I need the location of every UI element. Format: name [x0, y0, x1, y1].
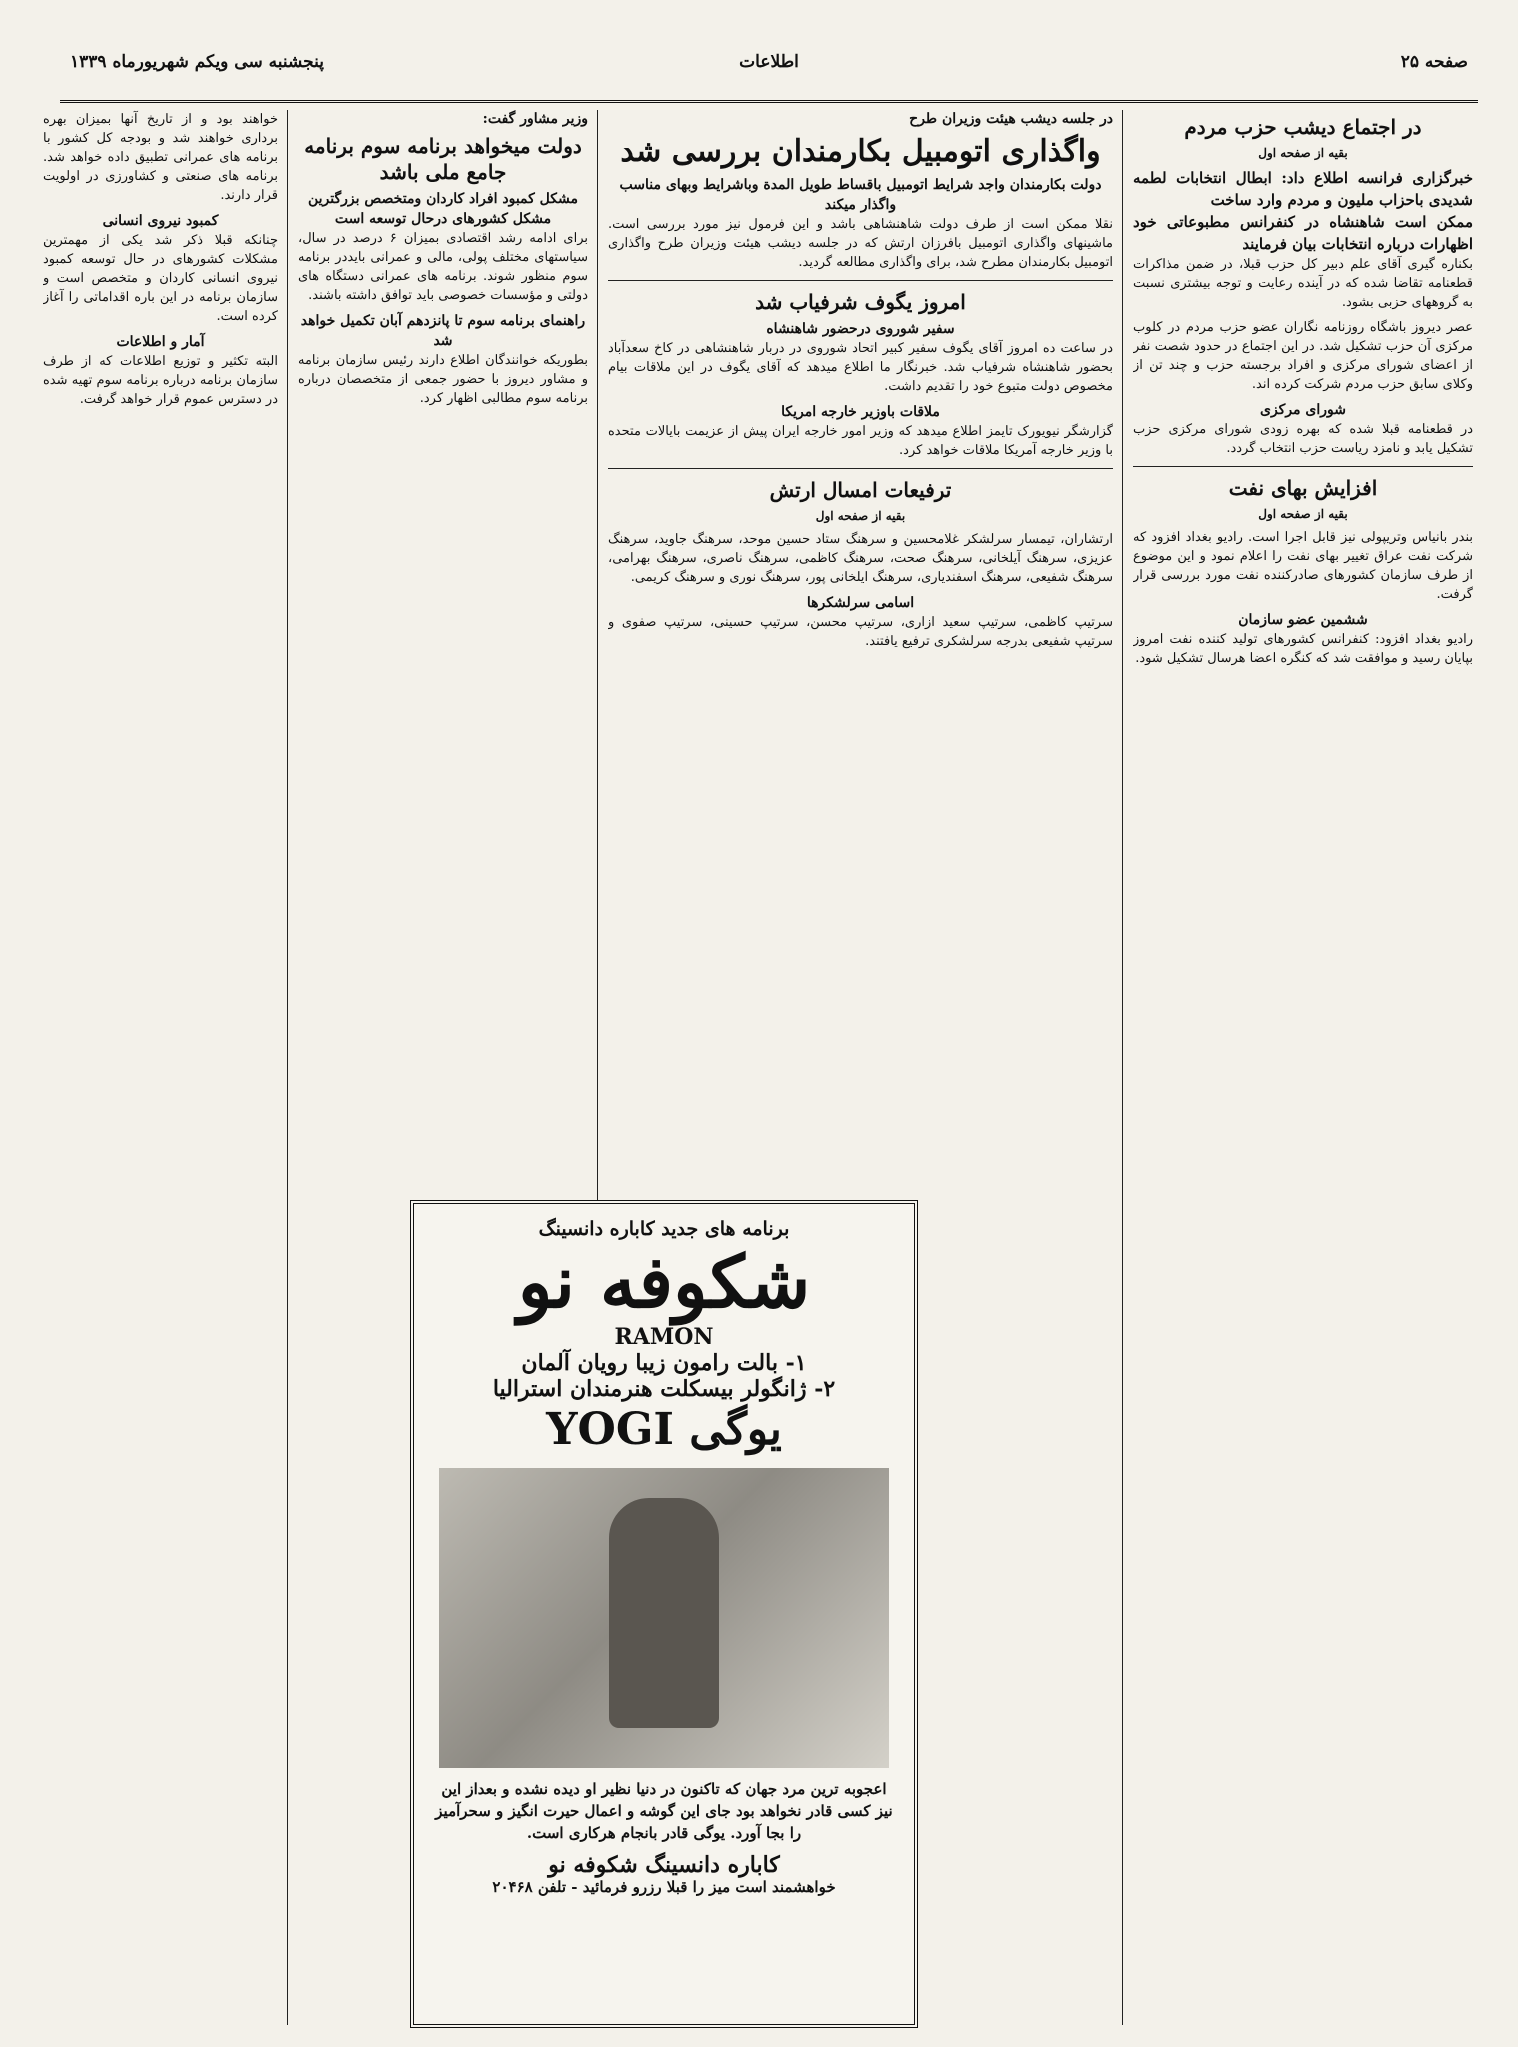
car-body: نقلا ممکن است از طرف دولت شاهنشاهی باشد و این فرمول نیز مورد بررسی است. ماشینهای واگذاری اتومبیل بافرزان ارتش که در جلسه دیشب هیئت وزیران طرح واگذاری اتومبیل بکارمندان مطرح شد، برای واگذاری مطالعه گردید.	[608, 217, 1113, 270]
kicker-minister: وزیر مشاور گفت:	[482, 111, 588, 127]
oil-body: بندر بانیاس وتریپولی نیز قابل اجرا است. رادیو بغداد افزود که شرکت نفت عراق تغییر بهای نفت را اعلام نمود و این موضوع از طرف سازمان کشورهای صادرکننده نفت مورد بررسی قرار گرفت.	[1133, 530, 1473, 602]
section-heading: آمار و اطلاعات	[116, 334, 205, 350]
headline-car-allocation: واگذاری اتومبیل بکارمندان بررسی شد	[620, 134, 1101, 169]
bullet-afp: خبرگزاری فرانسه اطلاع داد: ابطال انتخابات لطمه شدیدی باحزاب ملیون و مردم وارد ساخت	[1133, 169, 1473, 209]
col4-body: خواهند بود و از تاریخ آنها بمیزان بهره برداری خواهند شد و بودجه کل کشور با برنامه های عمرانی تطبیق داده خواهد شد. برنامه های صنعتی و کشاورزی در اولویت قرار دارند.	[43, 112, 278, 203]
ad-description: اعجوبه ترین مرد جهان که تاکنون در دنیا نظیر او دیده نشده و بعداز این نیز کسی قادر نخواهد بود جای این گوشه و اعمال حیرت انگیز و سحرآمیز را بجا آورد. یوگی قادر بانجام هرکاری است.	[435, 1780, 893, 1842]
divider	[1133, 466, 1473, 467]
ad-act-1: ۱- بالت رامون زیبا رویان آلمان	[521, 1350, 807, 1376]
headline-ambassador: امروز یگوف شرفیاب شد	[755, 290, 966, 314]
deck-car-allocation: دولت بکارمندان واجد شرایط اتومبیل باقساط طویل المدة وباشرایط وبهای مناسب واگذار میکند	[619, 177, 1102, 213]
army-body: ارتشاران، تیمسار سرلشکر غلامحسین و سرهنگ ستاد حسین موحد، سرهنگ جاوید، سرهنگ عزیزی، سرهنگ آیلخانی، سرهنگ صحت، سرهنگ کاظمی، سرهنگ ناصری، سرهنگ بهرامی، سرهنگ شفیعی، سرهنگ اسفندیاری، سرهنگ ایلخانی پور، سرهنگ نوری و سرهنگ کریمی.	[608, 532, 1113, 585]
bullet-press-conference: ممکن است شاهنشاه در کنفرانس مطبوعاتی خود اظهارات درباره انتخابات بیان فرمایند	[1133, 213, 1473, 253]
oil-section-body: رادیو بغداد افزود: کنفرانس کشورهای تولید کننده نفت امروز بپایان رسید و موافقت شد که کنگره اعضا هرسال تشکیل شود.	[1133, 632, 1473, 666]
deck-third-plan: مشکل کمبود افراد کاردان ومتخصص بزرگترین مشکل کشورهای درحال توسعه است	[307, 191, 579, 227]
ad-yogi: یوگی YOGI	[546, 1404, 782, 1455]
headline-third-plan: دولت میخواهد برنامه سوم برنامه جامع ملی باشد	[304, 134, 582, 184]
col4-section2-body: البته تکثیر و توزیع اطلاعات که از طرف سازمان برنامه درباره برنامه سوم تهیه شده در دسترس عموم قرار خواهد گرفت.	[43, 354, 278, 407]
ad-act-2: ۲- ژانگولر بیسکلت هنرمندان استرالیا	[492, 1376, 836, 1402]
ad-phone: خواهشمند است میز را قبلا رزرو فرمائید - تلفن ۲۰۴۶۸	[492, 1878, 836, 1896]
kicker-cabinet: در جلسه دیشب هیئت وزیران طرح	[909, 111, 1113, 127]
col4-section-body: چنانکه قبلا ذکر شد یکی از مهمترین مشکلات کشورهای در حال توسعه کمبود نیروی انسانی کاردان و متخصص است و سازمان برنامه در این باره اقداماتی را آغاز کرده است.	[43, 233, 278, 324]
column-rule	[287, 110, 288, 2025]
page-number: صفحه ۲۵	[1400, 52, 1468, 72]
performer-figure	[609, 1498, 719, 1728]
cabaret-advertisement	[410, 1200, 918, 2028]
headline-party-meeting: در اجتماع دیشب حزب مردم	[1184, 115, 1422, 139]
army-section-body: سرتیپ کاظمی، سرتیپ سعید ازاری، سرتیپ محسن، سرتیپ حسینی، سرتیپ صفوی و سرتیپ شفیعی بدرجه سرلشکری ترفیع یافتند.	[608, 615, 1113, 649]
section-heading: شورای مرکزی	[1259, 402, 1347, 418]
ad-ramon: RAMON	[614, 1324, 714, 1350]
article-body: عصر دیروز باشگاه روزنامه نگاران عضو حزب مردم در کلوب مرکزی آن حزب تشکیل شد. در این اجتماع در حدود شصت نفر از اعضای شورای مرکزی و افراد برجسته حزب و چند تن از وکلای سابق حزب مردم شرکت کرده اند.	[1133, 320, 1473, 392]
newspaper-name: اطلاعات	[739, 52, 799, 72]
column-4	[43, 110, 278, 2025]
section-body: در قطعنامه قبلا شده که بهره زودی شورای مرکزی حزب تشکیل یابد و نامزد ریاست حزب انتخاب گردد.	[1133, 422, 1473, 456]
headline-army-promotions: ترفیعات امسال ارتش	[769, 478, 952, 502]
oil-section-heading: ششمین عضو سازمان	[1238, 612, 1368, 628]
section-heading: ملاقات باوزیر خارجه امریکا	[781, 404, 940, 420]
ambassador-body: در ساعت ده امروز آقای یگوف سفیر کبیر اتحاد شوروی در دربار شاهنشاهی در کاخ سعدآباد بحضور شاهنشاه شرفیاب شد. خبرنگار ما اطلاع میدهد که آقای یگوف در این ملاقات بیام مخصوص دولت متبوع خود را تقدیم داشت.	[608, 341, 1113, 394]
article-intro: بکناره گیری آقای علم دبیر کل حزب قبلا، در ضمن مذاکرات قطعنامه تقاضا شده که در آینده رعایت و توجه بیشتری نسبت به گروههای حزبی بشود.	[1133, 257, 1473, 310]
ad-venue-name: شکوفه نو	[517, 1239, 811, 1324]
continued-label: بقیه از صفحه اول	[1258, 507, 1348, 521]
guide-body: بطوریکه خوانندگان اطلاع دارند رئیس سازمان برنامه و مشاور دیروز با حضور جمعی از متخصصان درباره برنامه سوم مطالبی اظهار کرد.	[298, 353, 588, 406]
headline-oil-price: افزایش بهای نفت	[1228, 476, 1378, 500]
column-1	[1133, 110, 1473, 2025]
ad-cabaret-name: کاباره دانسینگ شکوفه نو	[548, 1852, 780, 1878]
continued-label: بقیه از صفحه اول	[815, 509, 906, 523]
section-heading: اسامی سرلشکرها	[806, 595, 915, 611]
section-heading: کمبود نیروی انسانی	[102, 213, 219, 229]
divider	[608, 280, 1113, 281]
kicker-ambassador: سفیر شوروی درحضور شاهنشاه	[766, 321, 955, 337]
third-plan-body: برای ادامه رشد اقتصادی بمیزان ۶ درصد در سال، سیاستهای مختلف پولی، مالی و عمرانی بایددر برنامه سوم منظور شوند. برنامه های عمرانی دستگاه های دولتی و مؤسسات خصوصی باید توافق داشته باشند.	[298, 231, 588, 303]
section-body: گزارشگر نیویورک تایمز اطلاع میدهد که وزیر امور خارجه ایران پیش از عزیمت بایالات متحده با وزیر خارجه آمریکا ملاقات خواهد کرد.	[608, 424, 1113, 458]
continued-label: بقیه از صفحه اول	[1258, 146, 1348, 160]
performer-photo	[439, 1468, 889, 1768]
column-rule	[1122, 110, 1123, 2025]
divider	[608, 468, 1113, 469]
masthead	[60, 40, 1478, 103]
issue-date: پنجشنبه سی ویکم شهریورماه ۱۳۳۹	[70, 52, 325, 72]
ad-tagline: برنامه های جدید کاباره دانسینگ	[538, 1218, 790, 1240]
subheading-guide: راهنمای برنامه سوم تا پانزدهم آبان تکمیل خواهد شد	[300, 313, 586, 349]
